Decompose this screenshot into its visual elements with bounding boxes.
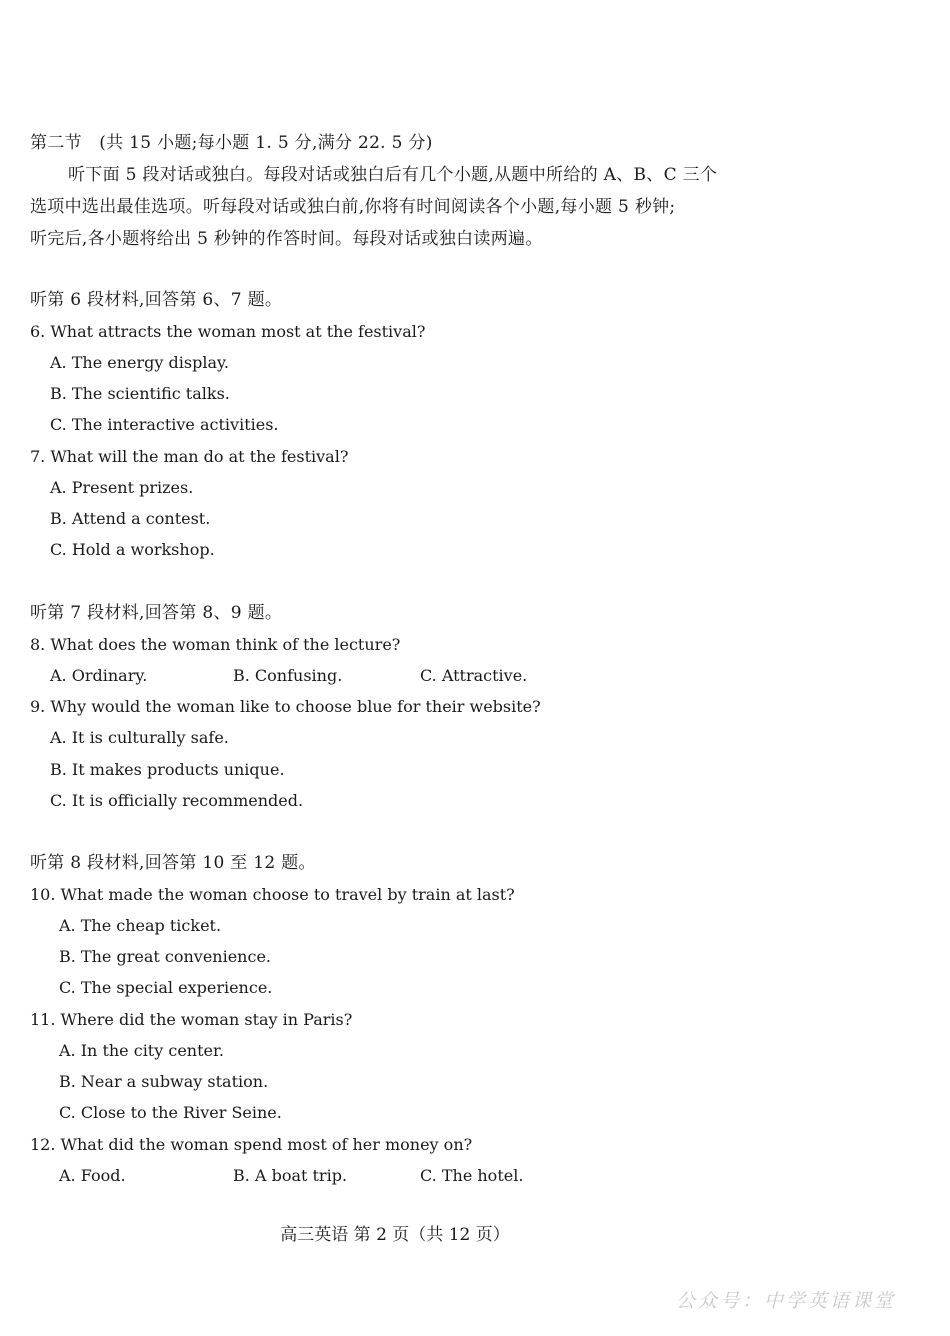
option: B. The scientific talks. — [50, 384, 230, 403]
option: B. Confusing. — [233, 666, 343, 685]
question-stem: 12. What did the woman spend most of her money on? — [30, 1135, 473, 1154]
option: A. It is culturally safe. — [50, 728, 229, 747]
option: A. Food. — [59, 1166, 126, 1185]
group-heading: 听第 7 段材料,回答第 8、9 题。 — [30, 603, 283, 623]
option: A. The cheap ticket. — [59, 916, 222, 935]
question-stem: 9. Why would the woman like to choose blue for their website? — [30, 697, 541, 716]
group-heading: 听第 8 段材料,回答第 10 至 12 题。 — [30, 853, 316, 873]
question-stem: 10. What made the woman choose to travel by train at last? — [30, 885, 515, 904]
question-stem: 7. What will the man do at the festival? — [30, 447, 349, 466]
instruction-line-1: 听下面 5 段对话或独白。每段对话或独白后有几个小题,从题中所给的 A、B、C 三个 — [68, 165, 718, 185]
option: C. Hold a workshop. — [50, 540, 215, 559]
option: A. Ordinary. — [50, 666, 148, 685]
option: A. In the city center. — [59, 1041, 224, 1060]
section-title: 第二节 (共 15 小题;每小题 1. 5 分,满分 22. 5 分) — [30, 133, 433, 153]
instruction-line-3: 听完后,各小题将给出 5 秒钟的作答时间。每段对话或独白读两遍。 — [30, 229, 543, 249]
option: C. Attractive. — [420, 666, 528, 685]
question-stem: 8. What does the woman think of the lecture? — [30, 635, 401, 654]
option: C. Close to the River Seine. — [59, 1103, 282, 1122]
option: A. The energy display. — [50, 353, 229, 372]
option: C. It is officially recommended. — [50, 791, 304, 810]
watermark: 公众号：中学英语课堂 — [676, 1290, 897, 1312]
option: A. Present prizes. — [50, 478, 194, 497]
question-stem: 6. What attracts the woman most at the festival? — [30, 322, 426, 341]
option: C. The interactive activities. — [50, 415, 279, 434]
option: B. Attend a contest. — [50, 509, 211, 528]
instruction-line-2: 选项中选出最佳选项。听每段对话或独白前,你将有时间阅读各个小题,每小题 5 秒钟; — [30, 197, 676, 217]
option: B. A boat trip. — [233, 1166, 348, 1185]
option: B. The great convenience. — [59, 947, 271, 966]
page-footer: 高三英语 第 2 页（共 12 页） — [280, 1225, 510, 1245]
option: C. The hotel. — [420, 1166, 524, 1185]
option: C. The special experience. — [59, 978, 273, 997]
question-stem: 11. Where did the woman stay in Paris? — [30, 1010, 353, 1029]
option: B. It makes products unique. — [50, 760, 285, 779]
group-heading: 听第 6 段材料,回答第 6、7 题。 — [30, 290, 283, 310]
option: B. Near a subway station. — [59, 1072, 269, 1091]
